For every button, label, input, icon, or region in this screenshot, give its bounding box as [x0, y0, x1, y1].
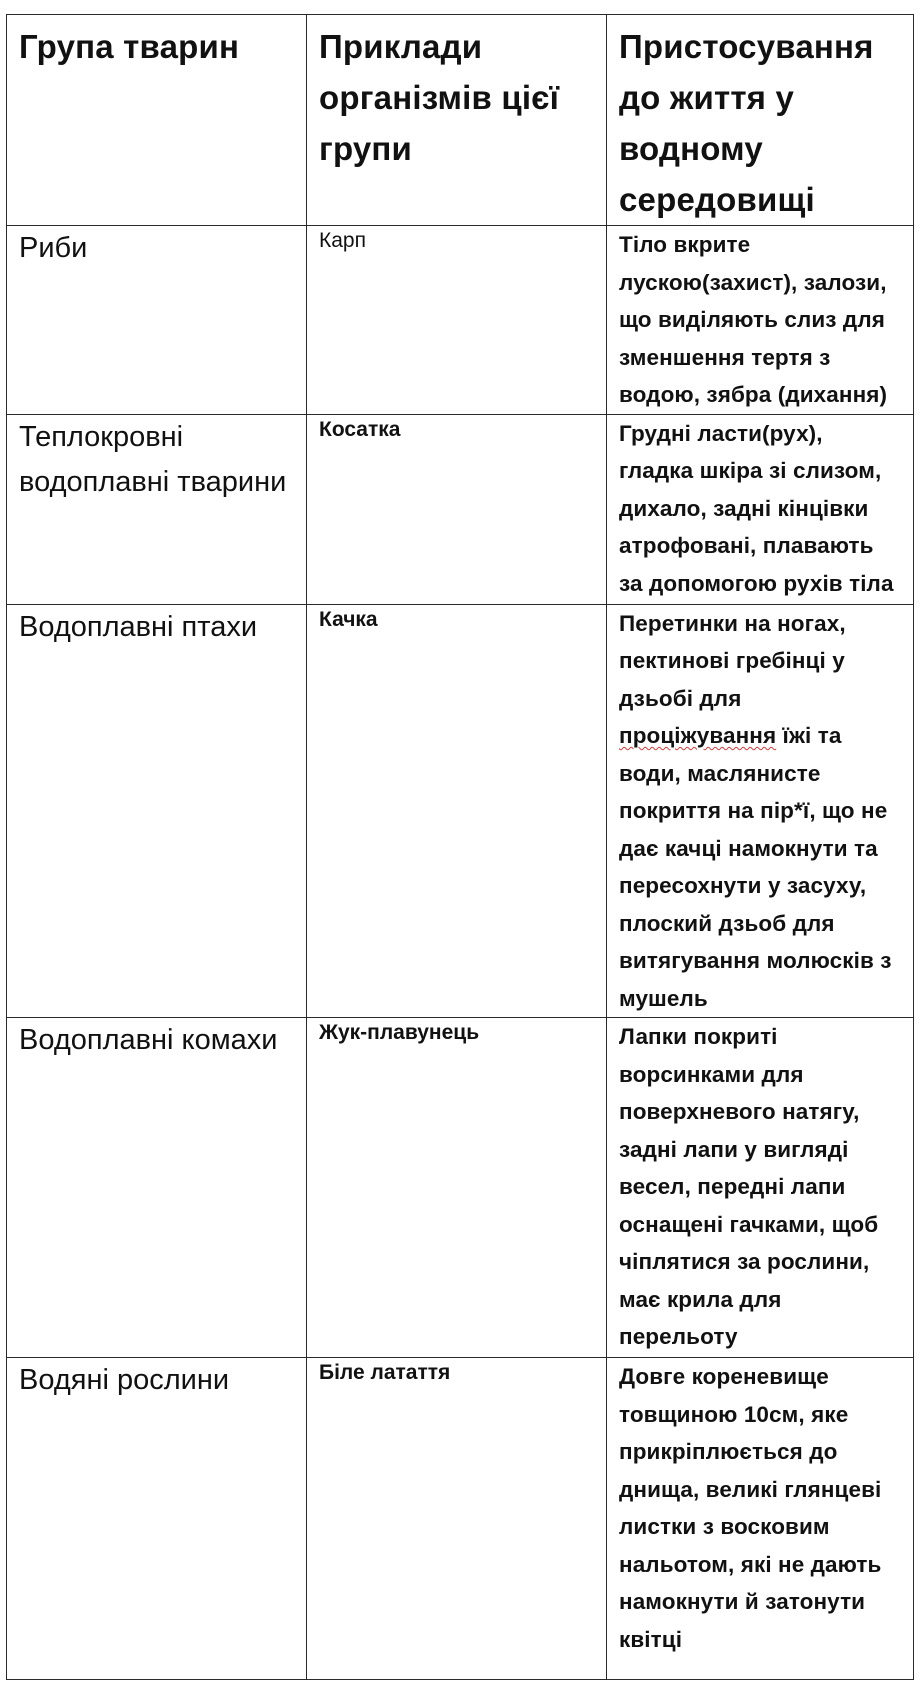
example-cell: Карп: [307, 226, 607, 415]
table-row: [7, 1358, 914, 1680]
table-row: [7, 1018, 914, 1358]
example-cell: Косатка: [307, 414, 607, 604]
adaptation-cell: Лапки покриті ворсинками для поверхневого натягу, задні лапи у вигляді весел, передні лапи оснащені гачками, щоб чіплятися за рослини, має крила для перельоту: [607, 1018, 914, 1358]
adaptation-cell: Грудні ласти(рух), гладка шкіра зі слизом, дихало, задні кінцівки атрофовані, плавають за допомогою рухів тіла: [607, 414, 914, 604]
table-header-row: [7, 15, 914, 226]
adaptations-table: [6, 14, 914, 1680]
header-adaptations: Пристосування до життя у водному середовищі: [607, 15, 914, 226]
adaptation-text-part: їжі та води, маслянисте покриття на пір*ї, що не дає качці намокнути та пересохнути у засуху, плоский дзьоб для витягування молюсків з мушель: [619, 723, 892, 1011]
group-cell: Водоплавні комахи: [7, 1018, 307, 1358]
example-cell: Жук-плавунець: [307, 1018, 607, 1358]
header-examples: Приклади організмів цієї групи: [307, 15, 607, 226]
table-row: [7, 414, 914, 604]
adaptation-cell: Довге кореневище товщиною 10см, яке прикріплюється до днища, великі глянцеві листки з восковим нальотом, які не дають намокнути й затонути квітці: [607, 1358, 914, 1680]
group-cell: Водоплавні птахи: [7, 604, 307, 1018]
header-animal-group: Група тварин: [7, 15, 307, 226]
example-cell: Качка: [307, 604, 607, 1018]
group-cell: Теплокровні водоплавні тварини: [7, 414, 307, 604]
adaptation-text-part: Перетинки на ногах, пектинові гребінці у дзьобі для: [619, 610, 846, 711]
table-row: [7, 604, 914, 1018]
example-cell: Біле латаття: [307, 1358, 607, 1680]
group-cell: Риби: [7, 226, 307, 415]
adaptation-cell: Тіло вкрите лускою(захист), залози, що виділяють слиз для зменшення тертя з водою, зябра (дихання): [607, 226, 914, 415]
group-cell: Водяні рослини: [7, 1358, 307, 1680]
adaptation-cell: [607, 604, 914, 1018]
table-row: [7, 226, 914, 415]
spellcheck-marked-word: проціжування: [619, 723, 777, 748]
